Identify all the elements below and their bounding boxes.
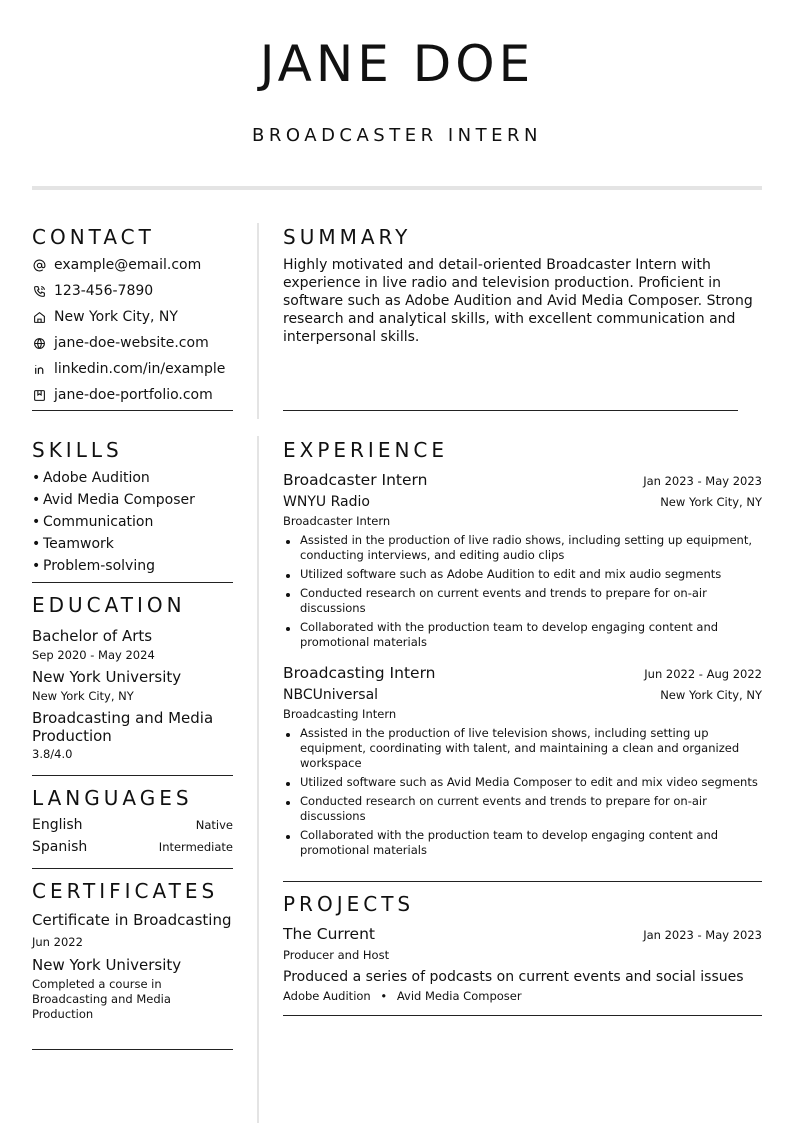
job-company: WNYU Radio	[283, 494, 370, 510]
certificate-date: Jun 2022	[32, 935, 83, 949]
job-location: New York City, NY	[660, 688, 762, 702]
contact-heading: CONTACT	[32, 225, 155, 249]
linkedin-icon	[32, 362, 46, 376]
skills-section	[32, 437, 233, 577]
language-level: Native	[195, 818, 233, 832]
language-row	[32, 839, 233, 861]
contact-section	[32, 224, 233, 408]
summary-text: Highly motivated and detail-oriented Broadcaster Intern with experience in live radio and television production. Proficient in software such as Adobe Audition and Avid Media Composer. Strong research and analytical skills, with excellent communication and interpersonal skills.	[283, 257, 753, 345]
job-bullet: Utilized software such as Avid Media Composer to edit and mix video segments	[283, 775, 762, 790]
contact-linkedin-text: linkedin.com/in/example	[54, 361, 226, 377]
contact-linkedin[interactable]	[32, 356, 233, 382]
summary-divider	[283, 410, 738, 411]
certificates-divider	[32, 1049, 233, 1050]
skills-divider	[32, 582, 233, 583]
bullet-icon: •	[32, 558, 41, 574]
language-name: Spanish	[32, 839, 88, 855]
job-bullet: Utilized software such as Adobe Audition to edit and mix audio segments	[283, 567, 762, 582]
experience-section	[283, 437, 762, 862]
contact-email[interactable]	[32, 252, 233, 278]
contact-website[interactable]	[32, 330, 233, 356]
certificates-section	[32, 878, 233, 1022]
project-name: The Current	[283, 925, 375, 943]
projects-divider	[283, 1015, 762, 1016]
education-degree: Bachelor of Arts	[32, 627, 153, 645]
bullet-icon: •	[32, 470, 41, 486]
skill-item	[32, 489, 233, 511]
language-level: Intermediate	[158, 840, 233, 854]
column-divider-top	[257, 223, 259, 419]
phone-icon	[32, 284, 46, 298]
column-divider-bottom	[257, 436, 259, 1123]
project-tool: Avid Media Composer	[396, 989, 522, 1003]
contact-divider	[32, 410, 233, 411]
skills-heading: SKILLS	[32, 438, 123, 462]
candidate-name: JANE DOE	[259, 35, 535, 93]
contact-phone[interactable]	[32, 278, 233, 304]
education-divider	[32, 775, 233, 776]
job-location: New York City, NY	[660, 495, 762, 509]
job-title: BROADCASTER INTERN	[252, 125, 542, 146]
certificate-name: Certificate in Broadcasting	[32, 911, 232, 929]
at-icon	[32, 258, 46, 272]
skill-label: Avid Media Composer	[43, 492, 195, 508]
skill-label: Adobe Audition	[43, 470, 150, 486]
experience-entry	[283, 662, 762, 858]
job-bullet: Collaborated with the production team to develop engaging content and promotional materials	[283, 620, 762, 650]
job-bullet: Conducted research on current events and trends to prepare for on-air discussions	[283, 794, 762, 824]
job-bullet: Collaborated with the production team to develop engaging content and promotional materials	[283, 828, 762, 858]
languages-divider	[32, 868, 233, 869]
project-tools	[283, 989, 762, 1004]
certificate-description: Completed a course in Broadcasting and Media Production	[32, 977, 171, 1021]
education-dates: Sep 2020 - May 2024	[32, 648, 155, 662]
job-bullets	[283, 726, 762, 858]
bullet-icon: •	[32, 492, 41, 508]
contact-portfolio[interactable]	[32, 382, 233, 408]
job-dates: Jan 2023 - May 2023	[643, 474, 762, 488]
job-role: Broadcasting Intern	[283, 707, 397, 721]
job-bullet: Assisted in the production of live television shows, including setting up equipment, coordinating with talent, and maintaining a clean and organized workspace	[283, 726, 762, 771]
job-title-text: Broadcaster Intern	[283, 471, 428, 489]
language-row	[32, 817, 233, 839]
header-divider	[32, 186, 762, 190]
contact-location	[32, 304, 233, 330]
project-tool: Adobe Audition	[283, 989, 371, 1003]
contact-email-text: example@email.com	[54, 257, 202, 273]
experience-entry	[283, 469, 762, 650]
bullet-icon: •	[32, 536, 41, 552]
skill-item	[32, 511, 233, 533]
job-company: NBCUniversal	[283, 687, 379, 703]
education-school: New York University	[32, 668, 182, 686]
bullet-icon: •	[32, 514, 41, 530]
languages-section	[32, 785, 233, 861]
project-dates: Jan 2023 - May 2023	[643, 928, 762, 942]
job-bullet: Assisted in the production of live radio shows, including setting up equipment, conducting interviews, and editing audio clips	[283, 533, 762, 563]
bullet-icon: •	[380, 989, 388, 1003]
globe-icon	[32, 336, 46, 350]
job-role: Broadcaster Intern	[283, 514, 391, 528]
education-gpa: 3.8/4.0	[32, 747, 73, 761]
certificate-issuer: New York University	[32, 956, 182, 974]
project-role: Producer and Host	[283, 948, 390, 962]
projects-section	[283, 891, 762, 1004]
certificates-heading: CERTIFICATES	[32, 879, 219, 903]
experience-divider	[283, 881, 762, 882]
skill-item	[32, 555, 233, 577]
education-location: New York City, NY	[32, 689, 134, 703]
education-section	[32, 592, 233, 762]
education-heading: EDUCATION	[32, 593, 186, 617]
skill-label: Teamwork	[43, 536, 114, 552]
contact-phone-text: 123-456-7890	[54, 283, 154, 299]
education-field: Broadcasting and Media Production	[32, 709, 214, 745]
skill-label: Problem-solving	[43, 558, 155, 574]
home-icon	[32, 310, 46, 324]
skill-item	[32, 467, 233, 489]
job-bullets	[283, 533, 762, 650]
summary-heading: SUMMARY	[283, 225, 412, 249]
job-bullet: Conducted research on current events and trends to prepare for on-air discussions	[283, 586, 762, 616]
experience-heading: EXPERIENCE	[283, 438, 449, 462]
contact-website-text: jane-doe-website.com	[54, 335, 209, 351]
job-dates: Jun 2022 - Aug 2022	[644, 667, 762, 681]
summary-section	[283, 224, 762, 346]
job-title-text: Broadcasting Intern	[283, 664, 436, 682]
languages-heading: LANGUAGES	[32, 786, 193, 810]
projects-heading: PROJECTS	[283, 892, 415, 916]
skill-label: Communication	[43, 514, 154, 530]
contact-portfolio-text: jane-doe-portfolio.com	[54, 387, 213, 403]
project-description: Produced a series of podcasts on current events and social issues	[283, 969, 744, 985]
skill-item	[32, 533, 233, 555]
contact-location-text: New York City, NY	[54, 309, 178, 325]
portfolio-icon	[32, 388, 46, 402]
language-name: English	[32, 817, 83, 833]
